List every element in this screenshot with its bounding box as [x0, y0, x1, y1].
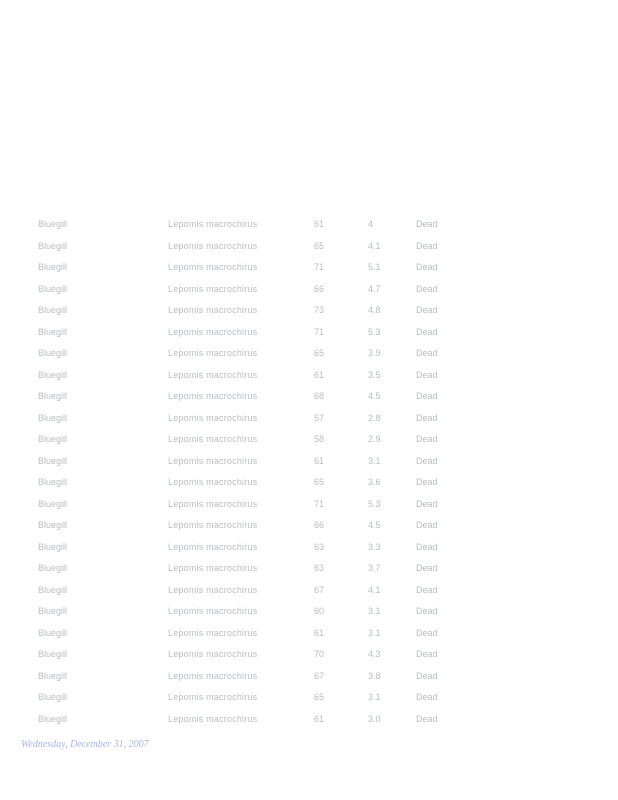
scientific-name-cell: Lepomis macrochirus	[168, 692, 258, 702]
scientific-name-cell: Lepomis macrochirus	[168, 563, 258, 573]
common-name-cell: Bluegill	[38, 455, 68, 466]
length-cell: 66	[314, 283, 325, 294]
scientific-name-cell: Lepomis macrochirus	[168, 412, 258, 423]
table-row	[0, 322, 618, 344]
status-cell: Dead	[416, 606, 438, 616]
status-cell: Dead	[416, 434, 438, 444]
table-row	[0, 537, 618, 559]
table-row	[0, 408, 618, 430]
weight-cell: 2.8	[368, 412, 381, 423]
scientific-name-cell: Lepomis macrochirus	[168, 219, 258, 229]
table-row	[0, 236, 618, 258]
weight-cell: 5.3	[368, 498, 381, 509]
length-cell: 71	[314, 326, 325, 337]
common-name-cell: Bluegill	[38, 305, 68, 315]
table-row	[0, 644, 618, 666]
table-row	[0, 257, 618, 279]
scientific-name-cell: Lepomis macrochirus	[168, 434, 258, 444]
scientific-name-cell: Lepomis macrochirus	[168, 477, 258, 487]
table-row	[0, 494, 618, 516]
scientific-name-cell: Lepomis macrochirus	[168, 305, 258, 315]
length-cell: 65	[314, 348, 325, 358]
status-cell: Dead	[416, 563, 438, 573]
table-row	[0, 214, 618, 236]
scientific-name-cell: Lepomis macrochirus	[168, 713, 258, 724]
common-name-cell: Bluegill	[38, 584, 68, 595]
table-row	[0, 687, 618, 709]
status-cell: Dead	[416, 240, 438, 251]
status-cell: Dead	[416, 348, 438, 358]
scientific-name-cell: Lepomis macrochirus	[168, 240, 258, 251]
scientific-name-cell: Lepomis macrochirus	[168, 326, 258, 337]
length-cell: 58	[314, 434, 325, 444]
status-cell: Dead	[416, 520, 438, 530]
weight-cell: 4.7	[368, 283, 381, 294]
weight-cell: 4.1	[368, 240, 381, 251]
status-cell: Dead	[416, 477, 438, 487]
status-cell: Dead	[416, 541, 438, 552]
length-cell: 61	[314, 713, 325, 724]
weight-cell: 3.5	[368, 369, 381, 380]
length-cell: 61	[314, 219, 325, 229]
status-cell: Dead	[416, 305, 438, 315]
common-name-cell: Bluegill	[38, 391, 68, 401]
common-name-cell: Bluegill	[38, 498, 68, 509]
status-cell: Dead	[416, 391, 438, 401]
common-name-cell: Bluegill	[38, 240, 68, 251]
common-name-cell: Bluegill	[38, 262, 68, 272]
common-name-cell: Bluegill	[38, 348, 68, 358]
length-cell: 68	[314, 391, 325, 401]
common-name-cell: Bluegill	[38, 412, 68, 423]
status-cell: Dead	[416, 326, 438, 337]
common-name-cell: Bluegill	[38, 649, 68, 659]
length-cell: 60	[314, 606, 325, 616]
weight-cell: 3.8	[368, 670, 381, 681]
length-cell: 65	[314, 240, 325, 251]
table-row	[0, 365, 618, 387]
length-cell: 73	[314, 305, 325, 315]
table-row	[0, 343, 618, 365]
scientific-name-cell: Lepomis macrochirus	[168, 498, 258, 509]
length-cell: 57	[314, 412, 325, 423]
common-name-cell: Bluegill	[38, 326, 68, 337]
scientific-name-cell: Lepomis macrochirus	[168, 283, 258, 294]
status-cell: Dead	[416, 649, 438, 659]
length-cell: 67	[314, 584, 325, 595]
common-name-cell: Bluegill	[38, 670, 68, 681]
length-cell: 71	[314, 262, 325, 272]
length-cell: 61	[314, 369, 325, 380]
table-row	[0, 472, 618, 494]
table-row	[0, 558, 618, 580]
table-row	[0, 300, 618, 322]
length-cell: 61	[314, 455, 325, 466]
scientific-name-cell: Lepomis macrochirus	[168, 262, 258, 272]
table-row	[0, 666, 618, 688]
status-cell: Dead	[416, 498, 438, 509]
common-name-cell: Bluegill	[38, 219, 68, 229]
footer-date: Wednesday, December 31, 2007	[21, 739, 149, 750]
common-name-cell: Bluegill	[38, 369, 68, 380]
weight-cell: 3.7	[368, 563, 381, 573]
weight-cell: 3.3	[368, 541, 381, 552]
table-row	[0, 623, 618, 645]
status-cell: Dead	[416, 219, 438, 229]
length-cell: 63	[314, 541, 325, 552]
weight-cell: 4.8	[368, 305, 381, 315]
common-name-cell: Bluegill	[38, 713, 68, 724]
weight-cell: 4.3	[368, 649, 381, 659]
table-row	[0, 709, 618, 731]
table-row	[0, 515, 618, 537]
scientific-name-cell: Lepomis macrochirus	[168, 520, 258, 530]
status-cell: Dead	[416, 692, 438, 702]
status-cell: Dead	[416, 584, 438, 595]
fish-table	[0, 214, 618, 730]
common-name-cell: Bluegill	[38, 692, 68, 702]
weight-cell: 4.5	[368, 391, 381, 401]
common-name-cell: Bluegill	[38, 283, 68, 294]
status-cell: Dead	[416, 369, 438, 380]
scientific-name-cell: Lepomis macrochirus	[168, 455, 258, 466]
weight-cell: 5.1	[368, 262, 381, 272]
scientific-name-cell: Lepomis macrochirus	[168, 627, 258, 638]
weight-cell: 3.0	[368, 713, 381, 724]
common-name-cell: Bluegill	[38, 606, 68, 616]
scientific-name-cell: Lepomis macrochirus	[168, 584, 258, 595]
length-cell: 66	[314, 520, 325, 530]
common-name-cell: Bluegill	[38, 563, 68, 573]
scientific-name-cell: Lepomis macrochirus	[168, 541, 258, 552]
scientific-name-cell: Lepomis macrochirus	[168, 348, 258, 358]
weight-cell: 3.6	[368, 477, 381, 487]
scientific-name-cell: Lepomis macrochirus	[168, 670, 258, 681]
length-cell: 70	[314, 649, 325, 659]
weight-cell: 3.1	[368, 692, 381, 702]
length-cell: 63	[314, 563, 325, 573]
weight-cell: 5.3	[368, 326, 381, 337]
scientific-name-cell: Lepomis macrochirus	[168, 369, 258, 380]
status-cell: Dead	[416, 262, 438, 272]
scientific-name-cell: Lepomis macrochirus	[168, 649, 258, 659]
length-cell: 61	[314, 627, 325, 638]
weight-cell: 4	[368, 219, 374, 229]
weight-cell: 4.5	[368, 520, 381, 530]
table-row	[0, 279, 618, 301]
common-name-cell: Bluegill	[38, 520, 68, 530]
weight-cell: 2.9	[368, 434, 381, 444]
status-cell: Dead	[416, 670, 438, 681]
length-cell: 65	[314, 477, 325, 487]
status-cell: Dead	[416, 627, 438, 638]
table-row	[0, 429, 618, 451]
common-name-cell: Bluegill	[38, 434, 68, 444]
length-cell: 71	[314, 498, 325, 509]
scientific-name-cell: Lepomis macrochirus	[168, 606, 258, 616]
status-cell: Dead	[416, 455, 438, 466]
length-cell: 65	[314, 692, 325, 702]
weight-cell: 3.1	[368, 455, 381, 466]
common-name-cell: Bluegill	[38, 477, 68, 487]
length-cell: 67	[314, 670, 325, 681]
status-cell: Dead	[416, 412, 438, 423]
weight-cell: 3.1	[368, 606, 381, 616]
table-row	[0, 601, 618, 623]
table-row	[0, 386, 618, 408]
table-row	[0, 580, 618, 602]
status-cell: Dead	[416, 713, 438, 724]
status-cell: Dead	[416, 283, 438, 294]
weight-cell: 3.1	[368, 627, 381, 638]
weight-cell: 3.9	[368, 348, 381, 358]
common-name-cell: Bluegill	[38, 541, 68, 552]
weight-cell: 4.1	[368, 584, 381, 595]
scientific-name-cell: Lepomis macrochirus	[168, 391, 258, 401]
common-name-cell: Bluegill	[38, 627, 68, 638]
table-row	[0, 451, 618, 473]
